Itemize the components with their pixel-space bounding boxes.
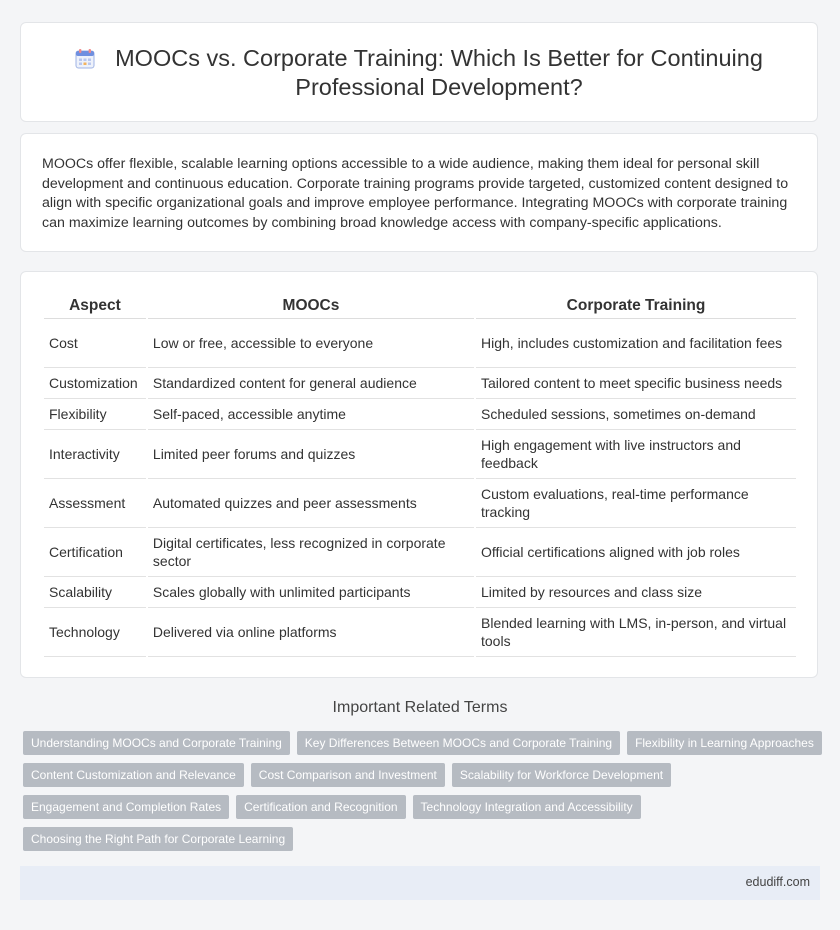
- cell-corporate: Custom evaluations, real-time performance tracking: [476, 479, 796, 528]
- term-tag[interactable]: Content Customization and Relevance: [23, 763, 244, 787]
- cell-moocs: Automated quizzes and peer assessments: [148, 479, 474, 528]
- header-moocs: MOOCs: [148, 294, 474, 319]
- summary-card: [20, 133, 818, 252]
- title-card: [20, 22, 818, 122]
- cell-aspect: Cost: [44, 319, 146, 368]
- cell-aspect: Flexibility: [44, 399, 146, 430]
- cell-corporate: Tailored content to meet specific business needs: [476, 368, 796, 399]
- term-tag[interactable]: Understanding MOOCs and Corporate Training: [23, 731, 290, 755]
- table-row: [44, 368, 796, 399]
- term-tag[interactable]: Technology Integration and Accessibility: [413, 795, 641, 819]
- table-row: [44, 608, 796, 657]
- table-row: [44, 319, 796, 368]
- term-tag[interactable]: Choosing the Right Path for Corporate Learning: [23, 827, 293, 851]
- related-terms-heading: Important Related Terms: [332, 699, 508, 716]
- header-corporate-training: Corporate Training: [476, 294, 796, 319]
- term-tag[interactable]: Flexibility in Learning Approaches: [627, 731, 822, 755]
- cell-aspect: Customization: [44, 368, 146, 399]
- table-row: [44, 479, 796, 528]
- term-tag[interactable]: Cost Comparison and Investment: [251, 763, 445, 787]
- footer: [20, 866, 820, 900]
- related-terms-list: [23, 731, 823, 851]
- cell-corporate: Official certifications aligned with job roles: [476, 528, 796, 577]
- cell-corporate: High, includes customization and facilitation fees: [476, 319, 796, 368]
- summary-text: MOOCs offer flexible, scalable learning options accessible to a wide audience, making them ideal for personal skill development and continuous education. Corporate training programs provide targeted, customized content designed to align with specific organizational goals and improve employee performance. Integrating MOOCs with corporate training can maximize learning outcomes by combining broad knowledge access with company-specific applications.: [42, 156, 789, 231]
- cell-moocs: Delivered via online platforms: [148, 608, 474, 657]
- term-tag[interactable]: Engagement and Completion Rates: [23, 795, 229, 819]
- cell-corporate: Scheduled sessions, sometimes on-demand: [476, 399, 796, 430]
- cell-moocs: Scales globally with unlimited participants: [148, 577, 474, 608]
- table-row: [44, 528, 796, 577]
- term-tag[interactable]: Scalability for Workforce Development: [452, 763, 671, 787]
- table-row: [44, 577, 796, 608]
- cell-moocs: Self-paced, accessible anytime: [148, 399, 474, 430]
- term-tag[interactable]: Key Differences Between MOOCs and Corporate Training: [297, 731, 620, 755]
- cell-aspect: Interactivity: [44, 430, 146, 479]
- comparison-table-card: [20, 271, 818, 678]
- page-title: MOOCs vs. Corporate Training: Which Is Better for Continuing Professional Development?: [115, 45, 763, 100]
- cell-moocs: Digital certificates, less recognized in corporate sector: [148, 528, 474, 577]
- cell-moocs: Standardized content for general audience: [148, 368, 474, 399]
- cell-aspect: Assessment: [44, 479, 146, 528]
- table-row: [44, 399, 796, 430]
- cell-corporate: Blended learning with LMS, in-person, and virtual tools: [476, 608, 796, 657]
- cell-moocs: Limited peer forums and quizzes: [148, 430, 474, 479]
- cell-aspect: Scalability: [44, 577, 146, 608]
- comparison-table: [42, 294, 798, 657]
- header-aspect: Aspect: [44, 294, 146, 319]
- cell-aspect: Technology: [44, 608, 146, 657]
- term-tag[interactable]: Certification and Recognition: [236, 795, 405, 819]
- cell-corporate: Limited by resources and class size: [476, 577, 796, 608]
- table-header-row: [44, 294, 796, 319]
- cell-corporate: High engagement with live instructors and feedback: [476, 430, 796, 479]
- cell-moocs: Low or free, accessible to everyone: [148, 319, 474, 368]
- footer-site[interactable]: edudiff.com: [745, 875, 810, 889]
- cell-aspect: Certification: [44, 528, 146, 577]
- table-row: [44, 430, 796, 479]
